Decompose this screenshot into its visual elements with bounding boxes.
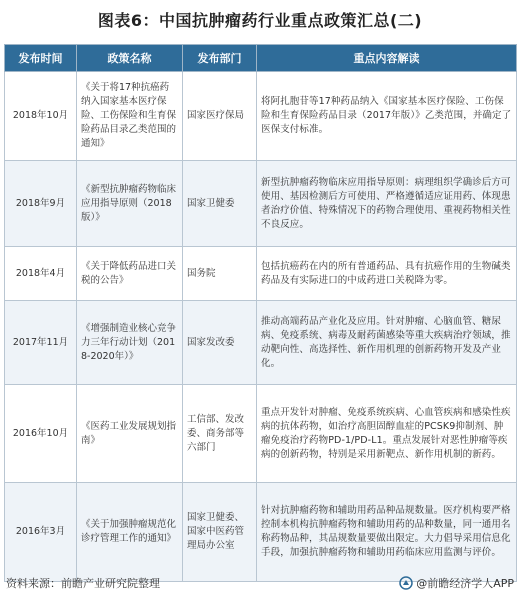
cell-department: 国务院 [183, 247, 257, 301]
header-key-content: 重点内容解读 [257, 45, 517, 72]
cell-policy-name: 《关于将17种抗癌药纳入国家基本医疗保险、工伤保险和生育保险药品目录乙类范围的通知》 [77, 72, 183, 161]
table-row [5, 247, 517, 301]
cell-date: 2016年10月 [5, 385, 77, 483]
header-date: 发布时间 [5, 45, 77, 72]
header-department: 发布部门 [183, 45, 257, 72]
table-header-row [5, 45, 517, 72]
cell-department: 国家医疗保局 [183, 72, 257, 161]
cell-content: 针对抗肿瘤药物和辅助用药品种品规数量。医疗机构要严格控制本机构抗肿瘤药物和辅助用药的品种数量，同一通用名称药物品种，其品规数量要做出限定。大力倡导采用信息化手段，加强抗肿瘤药物和辅助用药临床应用监测与评价。 [257, 483, 517, 582]
page-title: 图表6：中国抗肿瘤药行业重点政策汇总(二) [97, 11, 423, 30]
table-row [5, 161, 517, 247]
table-row [5, 72, 517, 161]
cell-policy-name: 《关于加强肿瘤规范化诊疗管理工作的通知》 [77, 483, 183, 582]
footer [6, 575, 514, 593]
brand-logo-icon [399, 576, 413, 590]
cell-content: 重点开发针对肿瘤、免疫系统疾病、心血管疾病和感染性疾病的抗体药物，如治疗高胆固醇血症的PCSK9抑制剂、肿瘤免疫治疗药物PD-1/PD-L1。重点发展针对恶性肿瘤等疾病的创新药物，特别是采用新靶点、新作用机制的新药。 [257, 385, 517, 483]
table-row [5, 483, 517, 582]
cell-date: 2018年4月 [5, 247, 77, 301]
policy-table [4, 44, 517, 582]
brand-label: @前瞻经济学人APP [416, 577, 514, 590]
header-policy-name: 政策名称 [77, 45, 183, 72]
cell-policy-name: 《医药工业发展规划指南》 [77, 385, 183, 483]
cell-content: 包括抗癌药在内的所有普通药品、具有抗癌作用的生物碱类药品及有实际进口的中成药进口关税降为零。 [257, 247, 517, 301]
cell-date: 2018年9月 [5, 161, 77, 247]
cell-department: 国家卫健委 [183, 161, 257, 247]
cell-date: 2017年11月 [5, 301, 77, 385]
cell-department: 工信部、发改委、商务部等六部门 [183, 385, 257, 483]
cell-content: 新型抗肿瘤药物临床应用指导原则：病理组织学确诊后方可使用、基因检测后方可使用、严格遵循适应证用药、体现患者治疗价值、特殊情况下的药物合理使用、重视药物相关性不良反应。 [257, 161, 517, 247]
cell-policy-name: 《增强制造业核心竞争力三年行动计划（2018-2020年）》 [77, 301, 183, 385]
cell-policy-name: 《关于降低药品进口关税的公告》 [77, 247, 183, 301]
source-note: 资料来源：前瞻产业研究院整理 [6, 577, 160, 590]
cell-policy-name: 《新型抗肿瘤药物临床应用指导原则（2018版）》 [77, 161, 183, 247]
brand-credit [399, 575, 514, 591]
cell-date: 2018年10月 [5, 72, 77, 161]
cell-content: 推动高端药品产业化及应用。针对肿瘤、心脑血管、糖尿病、免疫系统、病毒及耐药菌感染等重大疾病治疗领域，推动靶向性、高选择性、新作用机理的创新药物开发及产业化。 [257, 301, 517, 385]
table-row [5, 301, 517, 385]
cell-content: 将阿扎胞苷等17种药品纳入《国家基本医疗保险、工伤保险和生育保险药品目录（2017年版）》乙类范围，并确定了医保支付标准。 [257, 72, 517, 161]
cell-department: 国家卫健委、国家中医药管理局办公室 [183, 483, 257, 582]
table-row [5, 385, 517, 483]
cell-date: 2016年3月 [5, 483, 77, 582]
cell-department: 国家发改委 [183, 301, 257, 385]
